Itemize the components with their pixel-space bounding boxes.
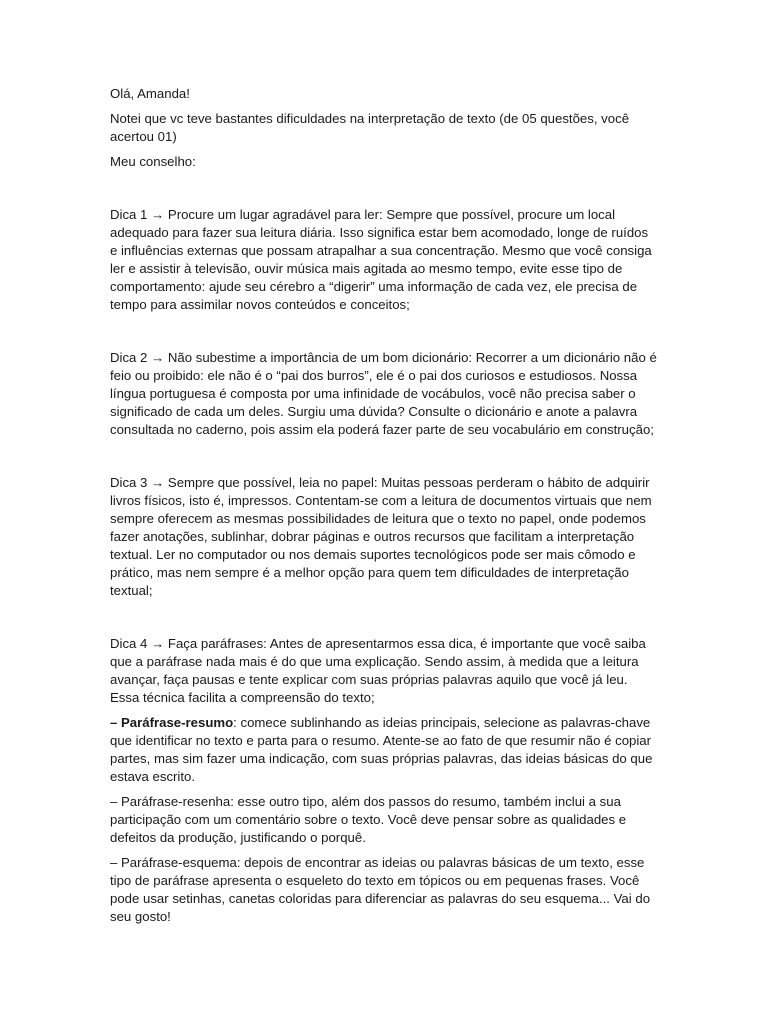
spacer <box>110 321 658 349</box>
paraphrase-resumo-text: : comece sublinhando as ideias principais, selecione as palavras-chave que identificar no texto e parta para o resumo. Atente-se ao fato de que resumir não é copiar partes, mas sim fazer uma indicação, com suas próprias palavras, das ideias básicas do que estava escrito. <box>110 715 653 784</box>
spacer <box>110 607 658 635</box>
tip-3: Dica 3 → Sempre que possível, leia no papel: Muitas pessoas perderam o hábito de adquirir livros físicos, isto é, impressos. Contentam-se com a leitura de documentos virtuais que nem sempre oferecem as mesmas possibilidades de leitura que o texto no papel, onde podemos fazer anotações, sublinhar, dobrar páginas e outros recursos que facilitam a interpretação textual. Ler no computador ou nos demais suportes tecnológicos pode ser mais cômodo e prático, mas nem sempre é a melhor opção para quem tem dificuldades de interpretação textual; <box>110 475 652 598</box>
paraphrase-resenha: – Paráfrase-resenha: esse outro tipo, além dos passos do resumo, também inclui a sua participação com um comentário sobre o texto. Você deve pensar sobre as qualidades e defeitos da produção, justificando o porquê. <box>110 794 627 845</box>
advice-label: Meu conselho: <box>110 154 196 169</box>
paraphrase-esquema: – Paráfrase-esquema: depois de encontrar as ideias ou palavras básicas de um texto, esse tipo de paráfrase apresenta o esqueleto do texto em tópicos ou em pequenas frases. Você pode usar setinhas, canetas coloridas para diferenciar as palavras do seu esquema... Vai do seu gosto! <box>110 855 651 924</box>
paraphrase-resumo <box>110 714 658 786</box>
spacer <box>110 178 658 206</box>
intro-paragraph: Notei que vc teve bastantes dificuldades na interpretação de texto (de 05 questões, você acertou 01) <box>110 111 630 144</box>
tip-2: Dica 2 → Não subestime a importância de um bom dicionário: Recorrer a um dicionário não é feio ou proibido: ele não é o “pai dos burros”, ele é o pai dos curiosos e estudiosos. Nossa língua portuguesa é composta por uma infinidade de vocábulos, você não precisa saber o significado de cada um deles. Surgiu uma dúvida? Consulte o dicionário e anote a palavra consultada no caderno, pois assim ela poderá fazer parte de seu vocabulário em construção; <box>110 350 657 437</box>
tip-1: Dica 1 → Procure um lugar agradável para ler: Sempre que possível, procure um local adequado para fazer sua leitura diária. Isso significa estar bem acomodado, longe de ruídos e influências externas que possam atrapalhar a sua concentração. Mesmo que você consiga ler e assistir à televisão, ouvir música mais agitada ao mesmo tempo, evite esse tipo de comportamento: ajude seu cérebro a “digerir” uma informação de cada vez, ele precisa de tempo para assimilar novos conteúdos e conceitos; <box>110 207 652 312</box>
spacer <box>110 446 658 474</box>
document-page <box>110 85 658 933</box>
tip-4: Dica 4 → Faça paráfrases: Antes de apresentarmos essa dica, é importante que você saiba que a paráfrase nada mais é do que uma explicação. Sendo assim, à medida que a leitura avançar, faça pausas e tente explicar com suas próprias palavras aquilo que você já leu. Essa técnica facilita a compreensão do texto; <box>110 636 646 705</box>
greeting: Olá, Amanda! <box>110 86 190 101</box>
paraphrase-resumo-title: – Paráfrase-resumo <box>110 715 234 730</box>
